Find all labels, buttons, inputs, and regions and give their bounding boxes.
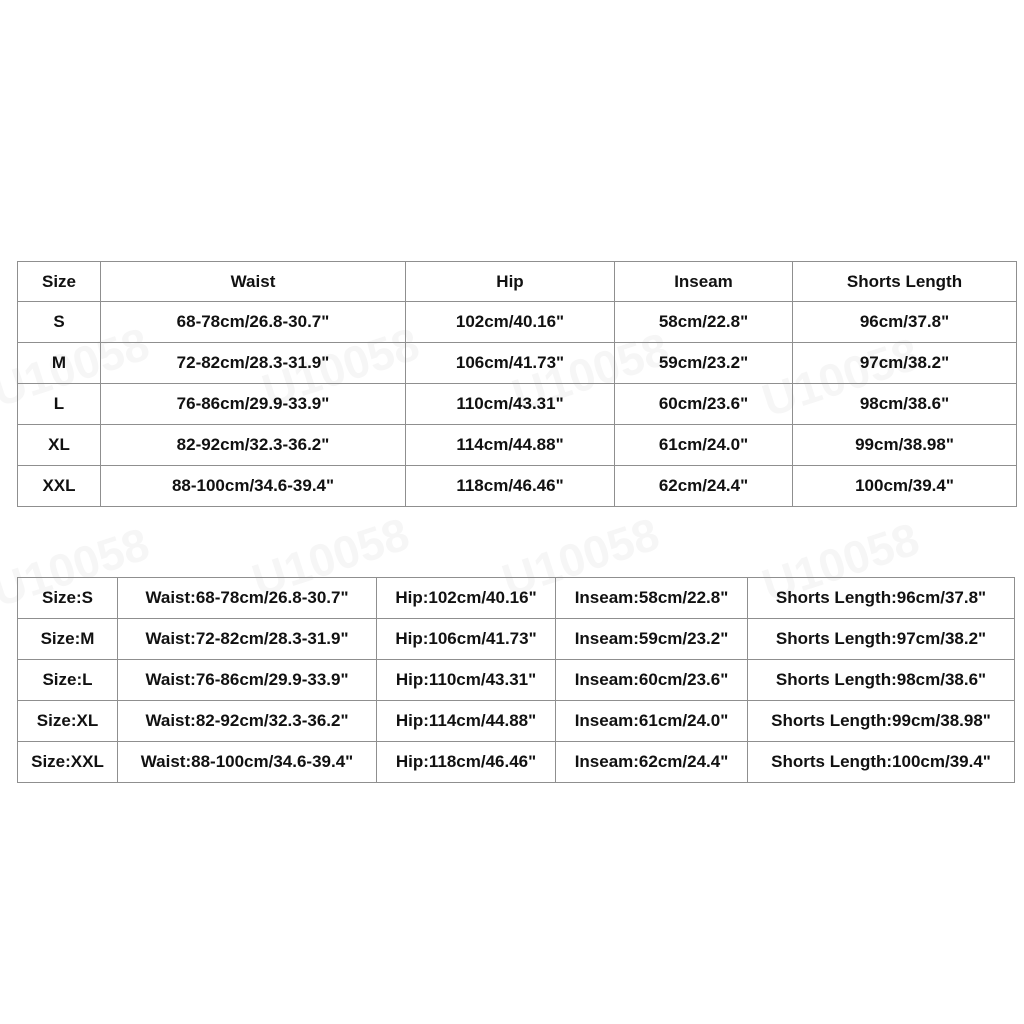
- table-cell: Waist:82-92cm/32.3-36.2": [118, 701, 377, 742]
- table-cell: Size:L: [18, 660, 118, 701]
- table-cell: 99cm/38.98": [793, 425, 1017, 466]
- table-cell: Hip:102cm/40.16": [377, 578, 556, 619]
- table-cell: 106cm/41.73": [406, 343, 615, 384]
- table-cell: 88-100cm/34.6-39.4": [101, 466, 406, 507]
- table-cell: Shorts Length:99cm/38.98": [748, 701, 1015, 742]
- table-cell: 60cm/23.6": [615, 384, 793, 425]
- header-cell-hip: Hip: [406, 262, 615, 302]
- table-cell: Inseam:58cm/22.8": [556, 578, 748, 619]
- table-cell: Inseam:60cm/23.6": [556, 660, 748, 701]
- table-row: [18, 701, 1015, 742]
- table-row: [18, 742, 1015, 783]
- table-cell: Shorts Length:96cm/37.8": [748, 578, 1015, 619]
- table-cell: Waist:76-86cm/29.9-33.9": [118, 660, 377, 701]
- table-cell: 59cm/23.2": [615, 343, 793, 384]
- table-cell: 98cm/38.6": [793, 384, 1017, 425]
- table-cell: Inseam:61cm/24.0": [556, 701, 748, 742]
- table-row: [18, 343, 1017, 384]
- table-cell: Size:S: [18, 578, 118, 619]
- header-cell-waist: Waist: [101, 262, 406, 302]
- table-cell: 96cm/37.8": [793, 302, 1017, 343]
- table-row: [18, 384, 1017, 425]
- header-cell-inseam: Inseam: [615, 262, 793, 302]
- size-chart-table: [17, 261, 1017, 507]
- table-cell: Inseam:59cm/23.2": [556, 619, 748, 660]
- table-cell: S: [18, 302, 101, 343]
- table-cell: Waist:88-100cm/34.6-39.4": [118, 742, 377, 783]
- table-cell: Size:M: [18, 619, 118, 660]
- table-cell: Hip:118cm/46.46": [377, 742, 556, 783]
- table-cell: 114cm/44.88": [406, 425, 615, 466]
- table-cell: 97cm/38.2": [793, 343, 1017, 384]
- table-cell: Hip:114cm/44.88": [377, 701, 556, 742]
- table-row: [18, 302, 1017, 343]
- table-cell: Waist:72-82cm/28.3-31.9": [118, 619, 377, 660]
- table-row: [18, 578, 1015, 619]
- table-cell: Shorts Length:100cm/39.4": [748, 742, 1015, 783]
- table-cell: 118cm/46.46": [406, 466, 615, 507]
- table-cell: Size:XXL: [18, 742, 118, 783]
- table-row: [18, 425, 1017, 466]
- table-cell: Hip:110cm/43.31": [377, 660, 556, 701]
- header-cell-size: Size: [18, 262, 101, 302]
- table-row: [18, 466, 1017, 507]
- table-cell: 58cm/22.8": [615, 302, 793, 343]
- table-cell: Waist:68-78cm/26.8-30.7": [118, 578, 377, 619]
- table-cell: Shorts Length:98cm/38.6": [748, 660, 1015, 701]
- table-cell: M: [18, 343, 101, 384]
- size-chart-labeled-table: [17, 577, 1015, 783]
- table-cell: XXL: [18, 466, 101, 507]
- table-cell: 72-82cm/28.3-31.9": [101, 343, 406, 384]
- table-cell: 68-78cm/26.8-30.7": [101, 302, 406, 343]
- table-cell: 82-92cm/32.3-36.2": [101, 425, 406, 466]
- table-cell: 76-86cm/29.9-33.9": [101, 384, 406, 425]
- table-cell: 110cm/43.31": [406, 384, 615, 425]
- table-cell: Size:XL: [18, 701, 118, 742]
- table-cell: L: [18, 384, 101, 425]
- table-header-row: [18, 262, 1017, 302]
- table-cell: 100cm/39.4": [793, 466, 1017, 507]
- table-cell: Shorts Length:97cm/38.2": [748, 619, 1015, 660]
- table-cell: 102cm/40.16": [406, 302, 615, 343]
- table-row: [18, 619, 1015, 660]
- table-row: [18, 660, 1015, 701]
- table-cell: Inseam:62cm/24.4": [556, 742, 748, 783]
- header-cell-shorts-length: Shorts Length: [793, 262, 1017, 302]
- table-cell: 62cm/24.4": [615, 466, 793, 507]
- table-cell: 61cm/24.0": [615, 425, 793, 466]
- table-cell: XL: [18, 425, 101, 466]
- table-cell: Hip:106cm/41.73": [377, 619, 556, 660]
